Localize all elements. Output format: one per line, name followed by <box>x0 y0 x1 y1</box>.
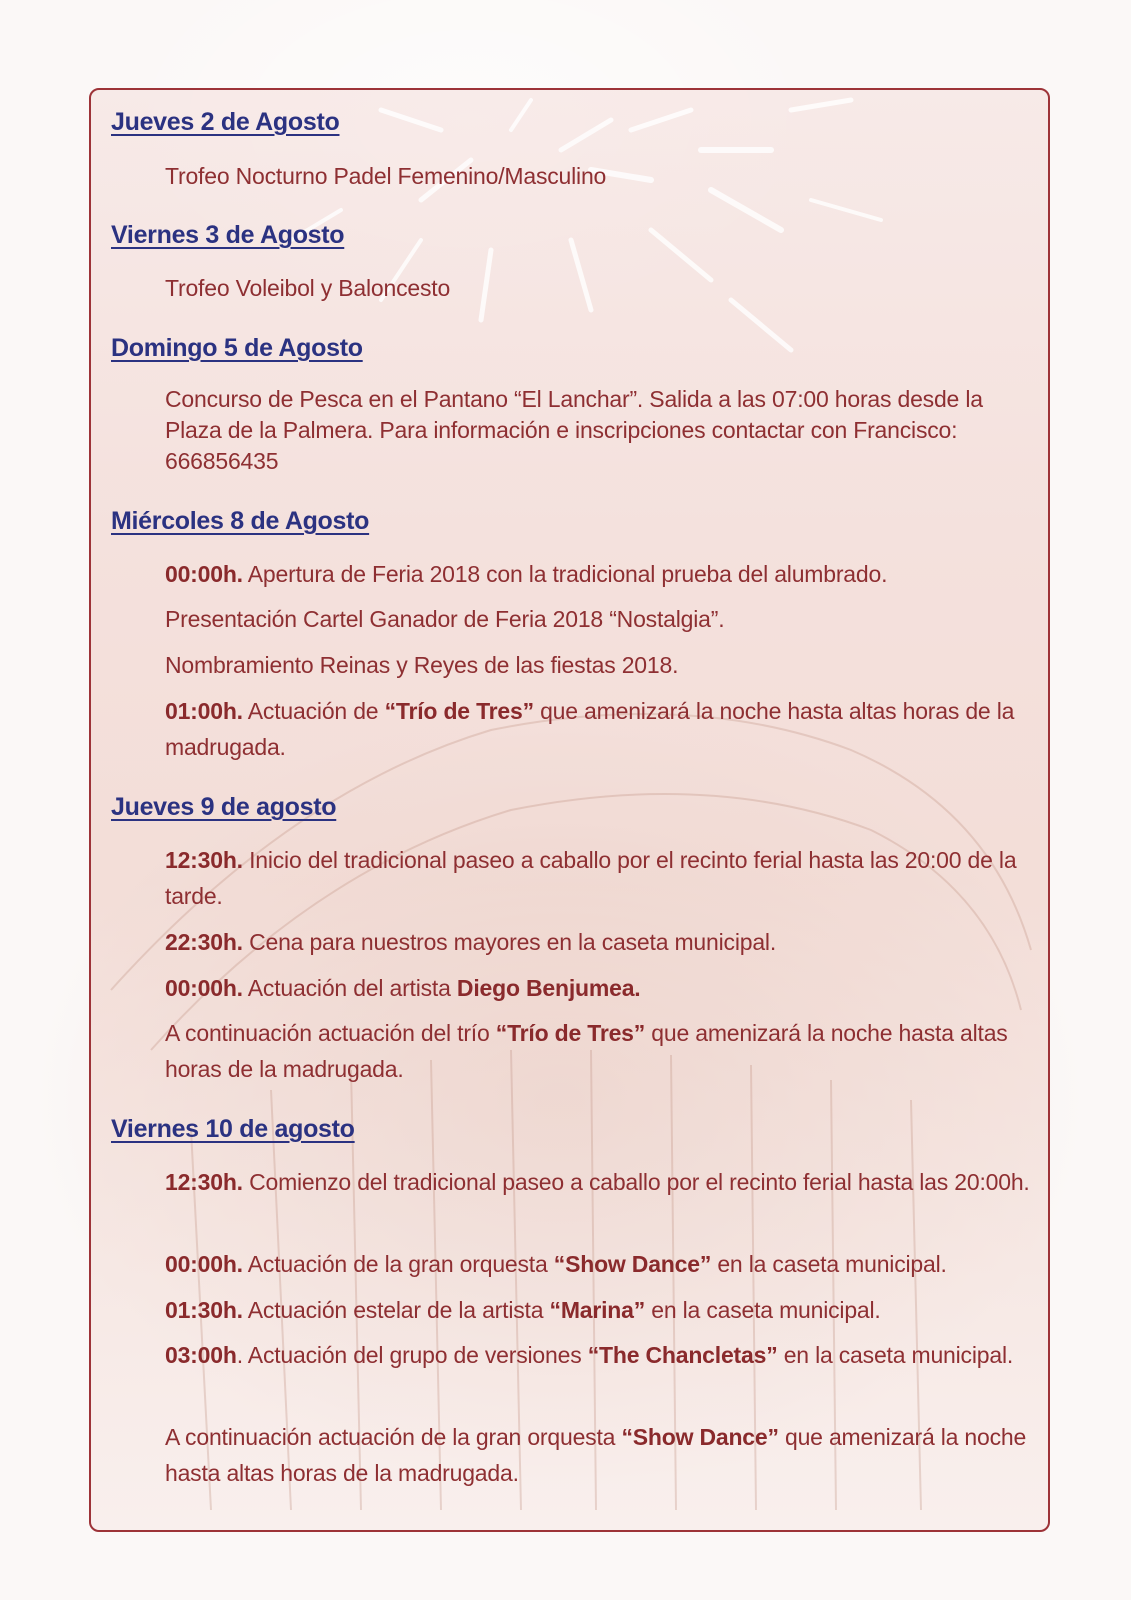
event-time: 03:00h <box>165 1342 237 1368</box>
day-heading-jueves-2: Jueves 2 de Agosto <box>111 108 340 136</box>
event-text: Concurso de Pesca en el Pantano “El Lanchar”. Salida a las 07:00 horas desde la Plaza de la Palmera. Para información e inscripciones contactar con Francisco: 666856435 <box>165 386 983 474</box>
event-text: en la caseta municipal. <box>645 1297 881 1323</box>
event-artist: “Show Dance” <box>621 1424 779 1450</box>
event-text: Actuación del artista <box>242 975 457 1001</box>
day-heading-viernes-10: Viernes 10 de agosto <box>111 1115 355 1143</box>
event-text: en la caseta municipal. <box>777 1342 1014 1368</box>
event-item <box>165 1337 1035 1373</box>
event-text: Trofeo Voleibol y Baloncesto <box>165 275 451 301</box>
day-heading-miercoles-8: Miércoles 8 de Agosto <box>111 507 370 535</box>
event-text: en la caseta municipal. <box>711 1251 947 1277</box>
event-item <box>165 647 1035 683</box>
event-item <box>165 1246 1035 1282</box>
event-item <box>165 1292 1035 1328</box>
event-item <box>165 158 1035 194</box>
day-heading-domingo-5: Domingo 5 de Agosto <box>111 334 363 362</box>
event-item <box>165 556 1035 592</box>
event-text: Trofeo Nocturno Padel Femenino/Masculino <box>165 163 607 189</box>
event-item <box>165 1164 1035 1200</box>
event-item <box>165 924 1035 960</box>
event-artist: Diego Benjumea. <box>456 975 641 1001</box>
event-artist: “The Chancletas” <box>587 1342 778 1368</box>
event-item <box>165 270 1035 306</box>
event-time: 01:30h. <box>165 1297 243 1323</box>
schedule-panel <box>89 88 1050 1532</box>
event-text: que amenizará la noche hasta altas horas de la madrugada. <box>165 698 1015 760</box>
event-item <box>165 601 1035 637</box>
event-text: Apertura de Feria 2018 con la tradicional prueba del alumbrado. <box>242 561 888 587</box>
event-text: Actuación estelar de la artista <box>242 1297 550 1323</box>
event-item <box>165 842 1035 914</box>
event-time: 12:30h. <box>165 847 243 873</box>
event-text: Actuación de <box>242 698 385 724</box>
event-text: A continuación actuación del trío <box>165 1020 496 1046</box>
event-item <box>165 970 1035 1006</box>
event-artist: “Marina” <box>549 1297 646 1323</box>
event-time: 00:00h. <box>165 561 243 587</box>
event-artist: “Show Dance” <box>553 1251 712 1277</box>
day-heading-viernes-3: Viernes 3 de Agosto <box>111 221 345 249</box>
event-item <box>165 1419 1035 1491</box>
event-text: Cena para nuestros mayores en la caseta municipal. <box>242 929 777 955</box>
event-artist: “Trío de Tres” <box>384 698 534 724</box>
event-text: . Actuación del grupo de versiones <box>236 1342 588 1368</box>
event-time: 00:00h. <box>165 1251 243 1277</box>
event-item <box>165 693 1035 765</box>
day-heading-jueves-9: Jueves 9 de agosto <box>111 793 337 821</box>
event-text: Inicio del tradicional paseo a caballo por el recinto ferial hasta las 20:00 de la tarde. <box>165 847 1017 909</box>
event-text: A continuación actuación de la gran orquesta <box>165 1424 622 1450</box>
event-item <box>165 384 1035 477</box>
event-time: 22:30h. <box>165 929 243 955</box>
event-text: que amenizará la noche hasta altas horas de la madrugada. <box>165 1424 1027 1486</box>
event-text: Comienzo del tradicional paseo a caballo por el recinto ferial hasta las 20:00h. <box>242 1169 1030 1195</box>
event-artist: “Trío de Tres” <box>495 1020 646 1046</box>
event-item <box>165 1015 1035 1087</box>
event-text: Presentación Cartel Ganador de Feria 2018 “Nostalgia”. <box>165 606 725 632</box>
event-text: que amenizará la noche hasta altas horas de la madrugada. <box>165 1020 1008 1082</box>
schedule-content <box>91 90 1048 1530</box>
event-time: 00:00h. <box>165 975 243 1001</box>
event-text: Nombramiento Reinas y Reyes de las fiestas 2018. <box>165 652 679 678</box>
event-time: 01:00h. <box>165 698 243 724</box>
event-text: Actuación de la gran orquesta <box>242 1251 554 1277</box>
event-time: 12:30h. <box>165 1169 243 1195</box>
